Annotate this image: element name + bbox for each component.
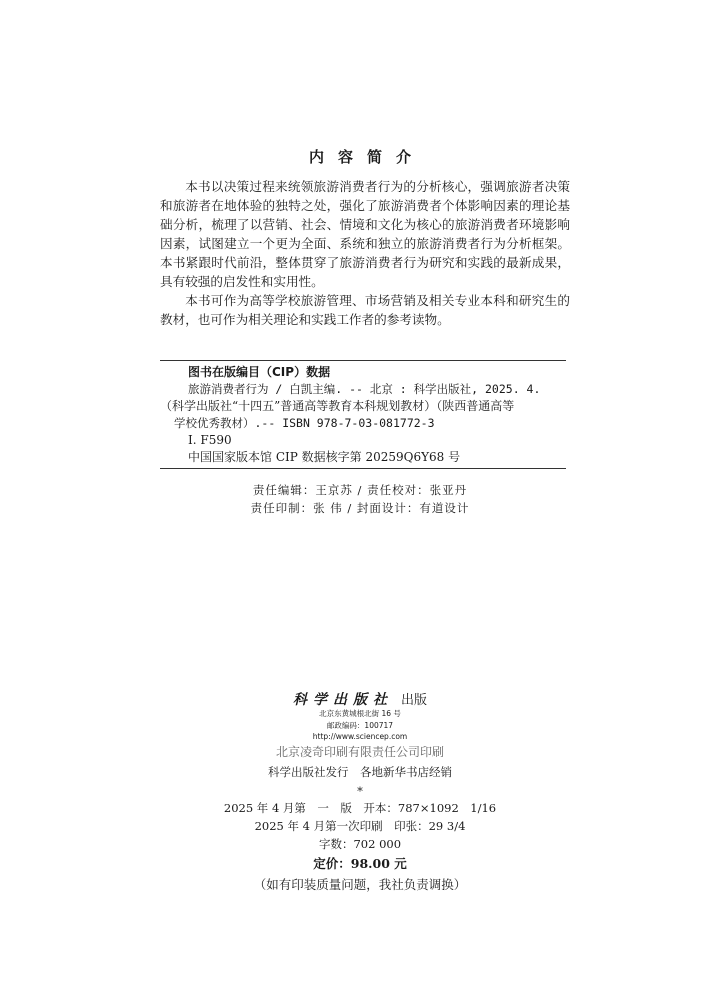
distribution-line: 科学出版社发行 各地新华书店经销 bbox=[268, 765, 452, 779]
cip-heading: 图书在版编目（CIP）数据 bbox=[188, 365, 331, 379]
staff-production: 责任印制：张 伟 / 封面设计：有道设计 bbox=[250, 501, 470, 515]
price-line: 定价：98.00 元 bbox=[313, 856, 407, 871]
edition-line: 2025 年 4 月第 一 版 开本：787×1092 1/16 bbox=[223, 801, 497, 815]
separator-star: * bbox=[357, 784, 363, 798]
cip-line-title: 旅游消费者行为 / 白凯主编. -- 北京 : 科学出版社, 2025. 4. bbox=[188, 382, 541, 396]
wordcount-line: 字数：702 000 bbox=[318, 837, 402, 851]
cip-line-isbn: 学校优秀教材）.-- ISBN 978-7-03-081772-3 bbox=[174, 416, 435, 430]
publisher-action: 出版 bbox=[400, 693, 427, 708]
cip-line-record-number: 中国国家版本馆 CIP 数据核字第 20259Q6Y68 号 bbox=[188, 450, 461, 464]
printing-line: 2025 年 4 月第一次印刷 印张：29 3/4 bbox=[254, 819, 466, 833]
publisher-name: 科学出版社 bbox=[292, 692, 393, 708]
intro-body bbox=[160, 177, 570, 329]
publisher-postcode: 邮政编码：100717 bbox=[326, 721, 394, 730]
staff-editors: 责任编辑：王京苏 / 责任校对：张亚丹 bbox=[252, 483, 468, 497]
quality-notice: （如有印装质量问题，我社负责调换） bbox=[253, 877, 467, 892]
cip-bottom-rule bbox=[160, 468, 566, 469]
cip-line-series: （科学出版社“十四五”普通高等教育本科规划教材）（陕西普通高等 bbox=[160, 399, 515, 413]
printer-line: 北京凌奇印刷有限责任公司印刷 bbox=[275, 745, 444, 759]
intro-paragraph-1: 本书以决策过程来统领旅游消费者行为的分析核心，强调旅游者决策和旅游者在地体验的独特之处，强化了旅游消费者个体影响因素的理论基础分析，梳理了以营销、社会、情境和文化为核心的旅游消费者环境影响因素，试图建立一个更为全面、系统和独立的旅游消费者行为分析框架。本书紧跟时代前沿，整体贯穿了旅游消费者行为研究和实践的最新成果，具有较强的启发性和实用性。 bbox=[160, 179, 570, 289]
intro-title: 内容简介 bbox=[308, 148, 425, 166]
intro-paragraph-2: 本书可作为高等学校旅游管理、市场营销及相关专业本科和研究生的教材，也可作为相关理论和实践工作者的参考读物。 bbox=[160, 293, 570, 327]
cip-top-rule bbox=[160, 360, 566, 361]
publisher-line bbox=[0, 689, 720, 709]
cip-line-classification: Ⅰ. F590 bbox=[188, 433, 232, 447]
cip-data-block bbox=[160, 360, 566, 469]
publisher-address: 北京东黄城根北街 16 号 bbox=[319, 709, 401, 718]
publisher-website: http://www.sciencep.com bbox=[312, 732, 408, 741]
